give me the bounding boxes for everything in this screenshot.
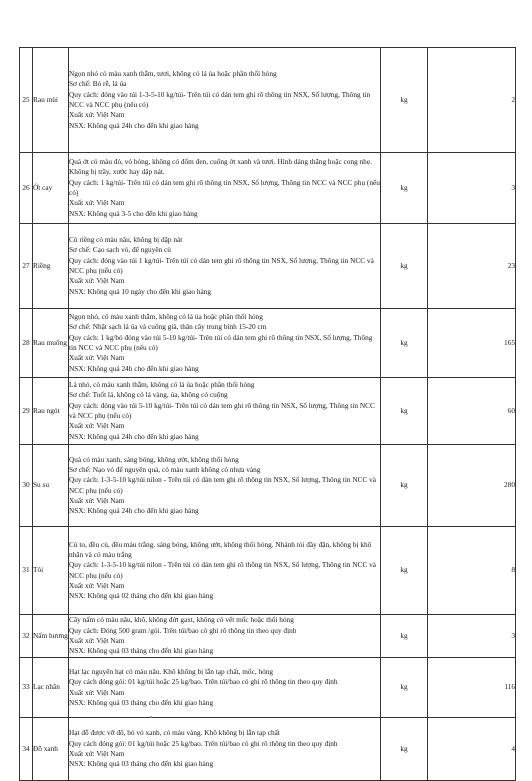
scan-mark [150, 716, 152, 718]
product-name: Nấm hương [33, 615, 69, 658]
spec-line: NSX: Không quá 24h cho đến khi giao hàng [69, 506, 199, 516]
quantity: 280 [428, 445, 516, 527]
product-name: Tỏi [33, 527, 69, 615]
spec-line: NSX: Không quá 10 ngày cho đến khi giao hàng [69, 286, 212, 296]
product-spec-table [19, 47, 516, 781]
table-row [20, 658, 516, 718]
spec-line: Quy cách đóng gói: 01 kg/túi hoặc 25 kg/bao. Trên túi/bao có ghi rõ thông tin theo quy định [69, 677, 338, 687]
spec-line: NSX: Không quá 24h cho đến khi giao hàng [69, 363, 199, 373]
spec-line: Cây nấm có màu nâu, khô, không đứt gaxt, không có vết mốc hoặc thối hỏng [69, 615, 294, 625]
spec-line: Củ riềng có màu nâu, không bị dập nát [69, 235, 183, 245]
spec-line: Sơ chế: Cạo sạch vỏ, để nguyên củ [69, 245, 171, 255]
product-specification [69, 527, 381, 615]
spec-line: Quy cách: đóng vào túi 1 kg/túi- Trên túi có dán tem ghi rõ thông tin NSX, Số lượng, Thông tin NCC và NCC phụ (nếu có) [69, 255, 374, 275]
product-specification [69, 615, 381, 658]
quantity: 8 [428, 527, 516, 615]
spec-line: Sơ chế: Tuốt lá, không có lá vàng, úa, không có cuộng [69, 390, 228, 400]
unit: kg [381, 153, 428, 224]
quantity: 23 [428, 224, 516, 309]
spec-line: Quy cách: 1-3-5-10 kg/túi nilon - Trên túi có dán tem ghi rõ thông tin NSX, Số lượng, Thông tin NCC và NCC phụ (nếu có) [69, 475, 377, 495]
table-row [20, 224, 516, 309]
spec-line: NSX: Không quá 24h cho đến khi giao hàng [69, 120, 199, 130]
spec-line: NSX: Không quá 3-5 cho đến khi giao hàng [69, 208, 198, 218]
spec-line: Xuất xứ: Việt Nam [69, 749, 125, 758]
product-name: Đỗ xanh [33, 718, 69, 781]
product-name: Rau mùi [33, 48, 69, 153]
row-number: 30 [20, 445, 33, 527]
quantity: 165 [428, 309, 516, 378]
spec-line: Xuất xứ: Việt Nam [69, 580, 125, 590]
product-name: Rau ngót [33, 378, 69, 445]
spec-line: Xuất xứ: Việt Nam [69, 353, 125, 363]
unit: kg [381, 527, 428, 615]
unit: kg [381, 718, 428, 781]
quantity: 60 [428, 378, 516, 445]
spec-line: Hạt lạc nguyên hạt có màu nâu. Khô không bị lẫn tạp chất, mốc, hỏng [69, 666, 274, 676]
spec-line: Quy cách: đóng vào túi 1-3-5-10 kg/túi- Trên túi có dán tem ghi rõ thông tin NSX, Số lượng, Thông tin NCC và NCC phụ (nếu có) [69, 89, 371, 109]
spec-line: NSX: Không quá 02 tháng cho đến khi giao hàng [69, 591, 214, 601]
spec-line: NSX: Không quá 24h cho đến khi giao hàng [69, 431, 199, 441]
quantity: 3 [428, 153, 516, 224]
spec-line: Xuất xứ: Việt Nam [69, 110, 125, 120]
table-row [20, 615, 516, 658]
spec-line: NSX: Không quá 03 tháng cho đến khi giao hàng [69, 646, 214, 656]
row-number: 33 [20, 658, 33, 718]
product-name: Ớt cay [33, 153, 69, 224]
product-specification [69, 378, 381, 445]
spec-line: Quả có màu xanh, sáng bóng, không ướt, không thối hỏng [69, 454, 239, 464]
product-specification [69, 658, 381, 718]
row-number: 27 [20, 224, 33, 309]
product-name: Su su [33, 445, 69, 527]
spec-line: Lá nhỏ, có màu xanh thẫm, không có lá úa hoặc phần thối hỏng [69, 380, 255, 390]
unit: kg [381, 615, 428, 658]
table-row [20, 527, 516, 615]
unit: kg [381, 378, 428, 445]
unit: kg [381, 445, 428, 527]
spec-line: Củ to, đều củ, đều màu trắng, sáng bóng, không ướt, không thối hỏng. Nhánh tỏi đầy đặn, không bị khô nhăn và có màu trắng [69, 539, 372, 559]
spec-line: Hạt đỗ được vỡ đô, bỏ vỏ xanh, có màu vàng. Khô không bị lẫn tạp chất [69, 728, 280, 738]
spec-line: Quả ớt có màu đỏ, vỏ bóng, không có đốm đen, cuống ớt xanh và tươi. Hình dáng thẳng hoặc cong nhẹ. Không bị trầy, xước hay dập nát. [69, 157, 372, 177]
spec-line: Xuất xứ: Việt Nam [69, 198, 125, 208]
spec-line: Quy cách: đóng vào túi 5-10 kg/túi- Trên túi có dán tem ghi rõ thông tin NSX, Số lượng, Thông tin NCC và NCC phụ (nếu có) [69, 400, 375, 420]
quantity: 116 [428, 658, 516, 718]
spec-line: Xuất xứ: Việt Nam [69, 495, 125, 505]
spec-line: Quy cách: 1-3-5-10 kg/túi nilon - Trên túi có dán tem ghi rõ thông tin NSX, Số lượng, Thông tin NCC và NCC phụ (nếu có) [69, 560, 377, 580]
product-specification [69, 224, 381, 309]
table-body [20, 48, 516, 781]
spec-line: Quy cách đóng gói: 01 kg/túi hoặc 25 kg/bao. Trên túi/bao có ghi rõ thông tin theo quy định [69, 738, 338, 748]
spec-line: Xuất xứ: Việt Nam [69, 687, 125, 697]
product-name: Lạc nhân [33, 658, 69, 718]
row-number: 31 [20, 527, 33, 615]
row-number: 26 [20, 153, 33, 224]
spec-line: Xuất xứ: Việt Nam [69, 421, 125, 431]
quantity: 2 [428, 48, 516, 153]
table-row [20, 153, 516, 224]
row-number: 32 [20, 615, 33, 658]
product-specification [69, 718, 381, 781]
spec-line: Sơ chế: Bỏ rễ, lá úa [69, 79, 127, 89]
spec-line: NSX: Không quá 03 tháng cho đến khi giao hàng [69, 759, 214, 769]
spec-line: Ngọn nhỏ có màu xanh thẫm, tươi, không có lá úa hoặc phần thối hỏng [69, 69, 277, 79]
spec-line: NSX: Không quá 03 tháng cho đến khi giao hàng [69, 697, 214, 707]
row-number: 34 [20, 718, 33, 781]
table-row [20, 309, 516, 378]
row-number: 25 [20, 48, 33, 153]
spec-line: Sơ chế: Nhặt sạch lá úa và cuống già, thân cây trung bình 15-20 cm [69, 322, 267, 332]
product-specification [69, 309, 381, 378]
spec-line: Xuất xứ: Việt Nam [69, 276, 125, 286]
spec-line: Quy cách: 1 kg/bó đóng vào túi 5-10 kg/túi- Trên túi có dán tem ghi rõ thông tin NSX, Số lượng, Thông tin NCC và NCC phụ (nếu có) [69, 332, 373, 352]
product-specification [69, 153, 381, 224]
table-row [20, 48, 516, 153]
table-row [20, 718, 516, 781]
unit: kg [381, 309, 428, 378]
spec-line: Quy cách: Đóng 500 gram /gói. Trên túi/bao có ghi rõ thông tin theo quy định [69, 625, 297, 635]
row-number: 29 [20, 378, 33, 445]
spec-line: Xuất xứ: Việt Nam [69, 636, 125, 645]
unit: kg [381, 48, 428, 153]
quantity: 3 [428, 615, 516, 658]
table-row [20, 378, 516, 445]
product-specification [69, 48, 381, 153]
spec-line: Sơ chế: Nạo vỏ để nguyên quả, có màu xanh không có nhựa vàng [69, 464, 261, 474]
product-specification [69, 445, 381, 527]
spec-line: Quy cách: 1 kg/túi- Trên túi có dán tem ghi rõ thông tin NSX, Số lượng, Thông tin NCC và NCC phụ (nếu có) [69, 177, 380, 197]
product-name: Riềng [33, 224, 69, 309]
unit: kg [381, 224, 428, 309]
unit: kg [381, 658, 428, 718]
spec-line: Ngọn nhỏ, có màu xanh thẫm, không có lá úa hoặc phần thối hỏng [69, 312, 263, 322]
row-number: 28 [20, 309, 33, 378]
quantity: 4 [428, 718, 516, 781]
product-name: Rau muống [33, 309, 69, 378]
table-row [20, 445, 516, 527]
